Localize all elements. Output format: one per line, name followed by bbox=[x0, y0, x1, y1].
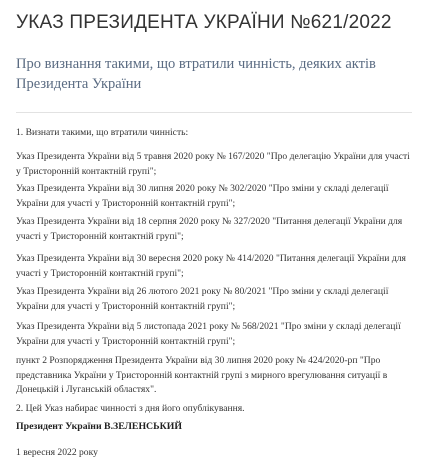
repealed-act-item: Указ Президента України від 26 лютого 2021 року № 80/2021 "Про зміни у складі делегації України для участі у Тристоронній контактній групі"; bbox=[16, 286, 389, 312]
clause-2: 2. Цей Указ набирає чинності з дня його опублікування. bbox=[16, 403, 245, 414]
clause-1-intro: 1. Визнати такими, що втратили чинність: bbox=[16, 127, 189, 138]
decree-date: 1 вересня 2022 року bbox=[16, 447, 98, 458]
page-title: УКАЗ ПРЕЗИДЕНТА УКРАЇНИ №621/2022 bbox=[16, 12, 392, 33]
divider bbox=[16, 112, 412, 113]
repealed-act-item: Указ Президента України від 5 листопада 2021 року № 568/2021 "Про зміни у складі делегації України для участі у Тристоронній контактній групі"; bbox=[16, 321, 401, 347]
repealed-act-item: Указ Президента України від 30 вересня 2020 року № 414/2020 "Питання делегації України для участі у Тристоронній контактній групі"; bbox=[16, 253, 406, 279]
repealed-act-item: Указ Президента України від 30 липня 2020 року № 302/2020 "Про зміни у складі делегації України для участі у Тристоронній контактній групі"; bbox=[16, 183, 389, 209]
signature: Президент України В.ЗЕЛЕНСЬКИЙ bbox=[16, 421, 182, 432]
repealed-act-item: Указ Президента України від 18 серпня 2020 року № 327/2020 "Питання делегації України для участі у Тристоронній контактній групі"; bbox=[16, 216, 403, 242]
page-subtitle: Про визнання такими, що втратили чинність, деяких актів Президента України bbox=[16, 56, 376, 92]
repealed-act-item: Указ Президента України від 5 травня 2020 року № 167/2020 "Про делегацію України для участі у Тристоронній контактній групі"; bbox=[16, 151, 410, 177]
repealed-act-item: пункт 2 Розпорядження Президента України від 30 липня 2020 року № 424/2020-рп "Про представника України у Тристоронній контактній групі з мирного врегулювання ситуації в Донецькій і Луганській областях". bbox=[16, 355, 388, 395]
